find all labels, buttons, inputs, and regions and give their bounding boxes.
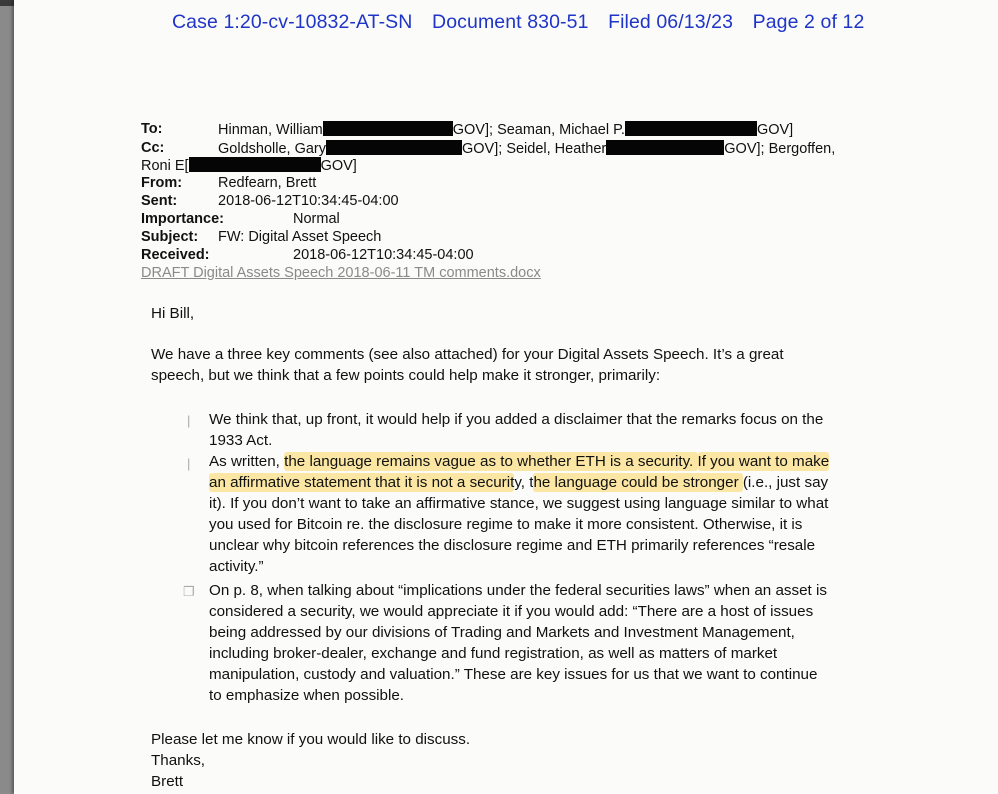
redaction bbox=[625, 121, 757, 136]
sent-label: Sent: bbox=[141, 193, 178, 209]
bullet-3-line-6: to emphasize when possible. bbox=[209, 687, 405, 704]
redaction bbox=[323, 121, 453, 136]
bullet-3-line-1: On p. 8, when talking about “implications under the federal securities laws” when an asset is bbox=[209, 582, 827, 599]
intro-line-2: speech, but we think that a few points could help make it stronger, primarily: bbox=[151, 367, 661, 384]
sent-line bbox=[141, 193, 399, 209]
cc-label: Cc: bbox=[141, 140, 165, 156]
redaction bbox=[326, 140, 462, 155]
importance-line bbox=[141, 211, 340, 227]
received-line bbox=[141, 247, 474, 263]
bullet-3-line-5: manipulation, custody and valuation.” These are key issues for us that we want to continue bbox=[209, 666, 818, 683]
cc-recipients bbox=[218, 140, 835, 157]
subject-value: FW: Digital Asset Speech bbox=[218, 229, 382, 245]
bullet-marker-2: | bbox=[187, 456, 191, 471]
bullet-2-line-2 bbox=[209, 474, 828, 491]
closing-line-2: Thanks, bbox=[151, 752, 206, 769]
bullet-2-line-1 bbox=[209, 453, 829, 470]
text-run: y, t bbox=[514, 474, 534, 491]
bullet-3-line-3: being addressed by our divisions of Trading and Markets and Investment Management, bbox=[209, 624, 795, 641]
cc-line-2 bbox=[141, 157, 357, 174]
from-label: From: bbox=[141, 175, 183, 191]
to-line bbox=[141, 121, 794, 138]
highlighted-text: If you want to make bbox=[697, 453, 830, 470]
bullet-marker-3: ❒ bbox=[183, 584, 195, 599]
text-run: (i.e., just say bbox=[742, 474, 829, 491]
subject-line bbox=[141, 229, 382, 245]
bullet-3-line-2: considered a security, we would appreciate it if you would add: “There are a host of issues bbox=[209, 603, 814, 620]
attachment-link[interactable]: DRAFT Digital Assets Speech 2018-06-11 TM comments.docx bbox=[141, 265, 541, 281]
document-page bbox=[14, 0, 998, 794]
closing-line-1: Please let me know if you would like to discuss. bbox=[151, 731, 471, 748]
cc-end: GOV] bbox=[320, 158, 357, 174]
bullet-1-line-1: We think that, up front, it would help if you added a disclaimer that the remarks focus on the bbox=[209, 411, 824, 428]
text-run: As written, bbox=[209, 453, 285, 470]
bullet-1-line-2: 1933 Act. bbox=[209, 432, 273, 449]
document-number: Document 830-51 bbox=[432, 11, 589, 33]
to-end: GOV] bbox=[756, 122, 794, 138]
bullet-2-line-6: activity.” bbox=[209, 558, 264, 575]
cc-name-3: GOV]; Bergoffen, bbox=[724, 141, 836, 157]
page-number: Page 2 of 12 bbox=[752, 11, 865, 33]
to-label: To: bbox=[141, 121, 163, 137]
redaction bbox=[606, 140, 724, 155]
to-recipients bbox=[218, 121, 793, 138]
greeting: Hi Bill, bbox=[151, 305, 195, 322]
bullet-3-line-4: including broker-dealer, exchange and fund registration, as well as matters of market bbox=[209, 645, 778, 662]
from-line bbox=[141, 175, 317, 191]
bullet-2-line-3: it). If you don’t want to take an affirmative stance, we suggest using language similar to what bbox=[209, 495, 829, 512]
received-value: 2018-06-12T10:34:45-04:00 bbox=[293, 247, 474, 263]
redaction bbox=[189, 157, 321, 172]
attachment-line bbox=[141, 265, 541, 281]
bullet-2-line-5: unclear why bitcoin references the disclosure regime and ETH primarily references “resale bbox=[209, 537, 816, 554]
importance-value: Normal bbox=[293, 211, 340, 227]
highlighted-text: an affirmative statement that it is not a securit bbox=[209, 474, 515, 491]
subject-label: Subject: bbox=[141, 229, 199, 245]
intro-line-1: We have a three key comments (see also attached) for your Digital Assets Speech. It’s a great bbox=[151, 346, 784, 363]
cc-name-2: GOV]; Seidel, Heather bbox=[462, 141, 607, 157]
highlighted-text: the language remains vague as to whether ETH is a security. bbox=[284, 453, 698, 470]
from-value: Redfearn, Brett bbox=[218, 175, 317, 191]
highlighted-text: he language could be stronger bbox=[533, 474, 743, 491]
filed-date: Filed 06/13/23 bbox=[608, 11, 734, 33]
to-name-2: GOV]; Seaman, Michael P. bbox=[452, 122, 625, 138]
case-number: Case 1:20-cv-10832-AT-SN bbox=[172, 11, 413, 33]
cc-line bbox=[141, 140, 836, 157]
cc-name-1: Goldsholle, Gary bbox=[218, 141, 326, 157]
court-header bbox=[172, 11, 878, 34]
importance-label: Importance: bbox=[141, 211, 224, 227]
to-name-1: Hinman, William bbox=[218, 122, 323, 138]
bullet-marker-1: | bbox=[187, 413, 191, 428]
signature: Brett bbox=[151, 773, 184, 790]
cc-name-4: Roni E[ bbox=[141, 158, 189, 174]
sent-value: 2018-06-12T10:34:45-04:00 bbox=[218, 193, 399, 209]
bullet-2-line-4: you used for Bitcoin re. the disclosure regime to make it more consistent. Otherwise, it is bbox=[209, 516, 803, 533]
received-label: Received: bbox=[141, 247, 210, 263]
